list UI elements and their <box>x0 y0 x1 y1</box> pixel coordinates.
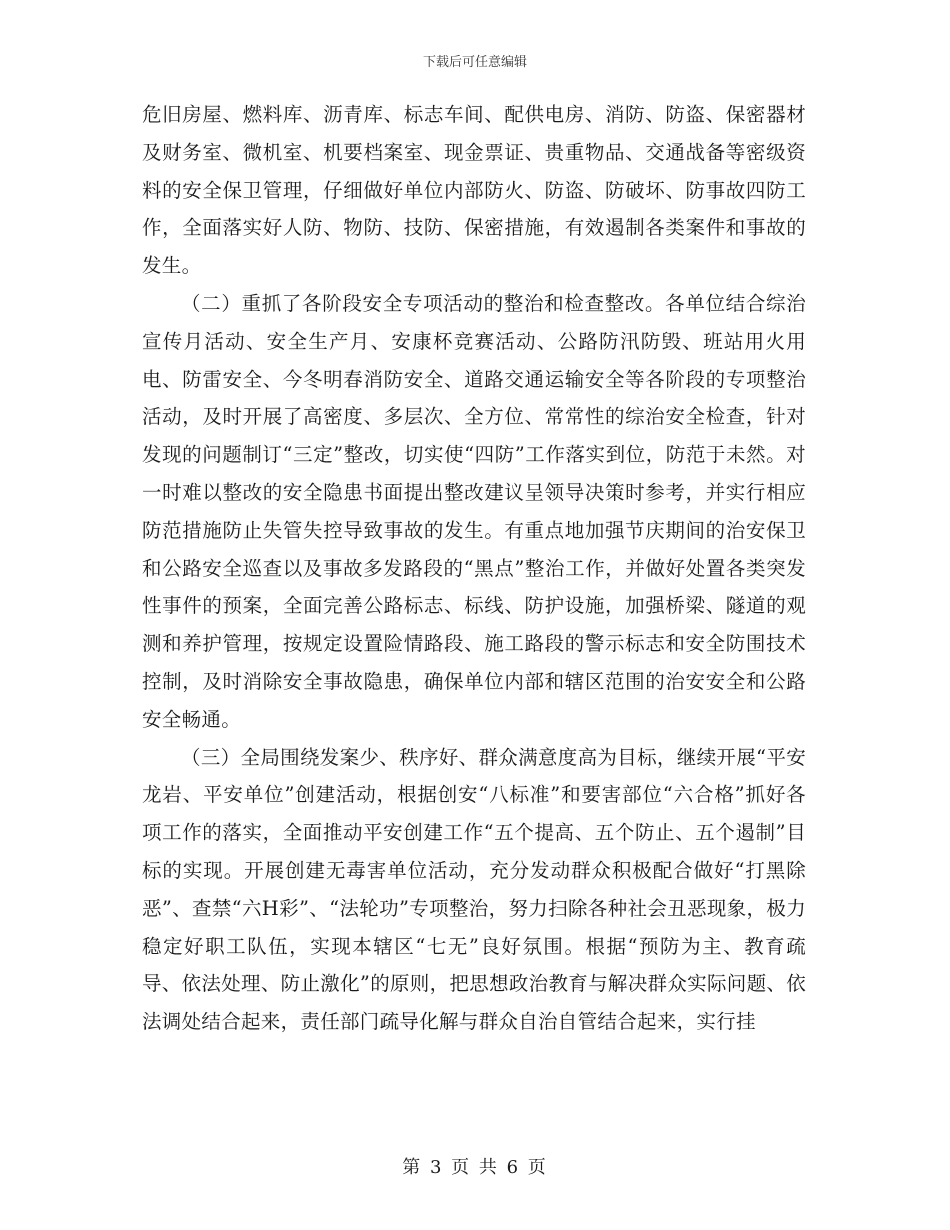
document-body <box>142 96 806 1041</box>
page-number-footer: 第 3 页 共 6 页 <box>402 1157 548 1178</box>
paragraph-section-2: （二）重抓了各阶段安全专项活动的整治和检查整改。各单位结合综治宣传月活动、安全生产月、安康杯竞赛活动、公路防汛防毁、班站用火用电、防雷安全、今冬明春消防安全、道路交通运输安全等各阶段的专项整治活动，及时开展了高密度、多层次、全方位、常常性的综治安全检查，针对发现的问题制订“三定”整改，切实使“四防”工作落实到位，防范于未然。对一时难以整改的安全隐患书面提出整改建议呈领导决策时参考，并实行相应防范措施防止失管失控导致事故的发生。有重点地加强节庆期间的治安保卫和公路安全巡查以及事故多发路段的“黑点”整治工作，并做好处置各类突发性事件的预案，全面完善公路标志、标线、防护设施，加强桥梁、隧道的观测和养护管理，按规定设置险情路段、施工路段的警示标志和安全防围技术控制，及时消除安全事故隐患，确保单位内部和辖区范围的治安安全和公路安全畅通。 <box>142 291 806 731</box>
paragraph-continuation: 危旧房屋、燃料库、沥青库、标志车间、配供电房、消防、防盗、保密器材及财务室、微机室、机要档案室、现金票证、贵重物品、交通战备等密级资料的安全保卫管理，仔细做好单位内部防火、防盗、防破坏、防事故四防工作，全面落实好人防、物防、技防、保密措施，有效遏制各类案件和事故的发生。 <box>142 103 806 278</box>
page-header: 下载后可任意编辑 <box>422 55 527 70</box>
paragraph-section-3: （三）全局围绕发案少、秩序好、群众满意度高为目标，继续开展“平安龙岩、平安单位”创建活动，根据创安“八标准”和要害部位“六合格”抓好各项工作的落实，全面推动平安创建工作“五个提高、五个防止、五个遏制”目标的实现。开展创建无毒害单位活动，充分发动群众积极配合做好“打黑除恶”、查禁“六H彩”、“法轮功”专项整治，努力扫除各种社会丑恶现象，极力稳定好职工队伍，实现本辖区“七无”良好氛围。根据“预防为主、教育疏导、依法处理、防止激化”的原则，把思想政治教育与解决群众实际问题、依法调处结合起来，责任部门疏导化解与群众自治自管结合起来，实行挂 <box>142 745 806 1034</box>
